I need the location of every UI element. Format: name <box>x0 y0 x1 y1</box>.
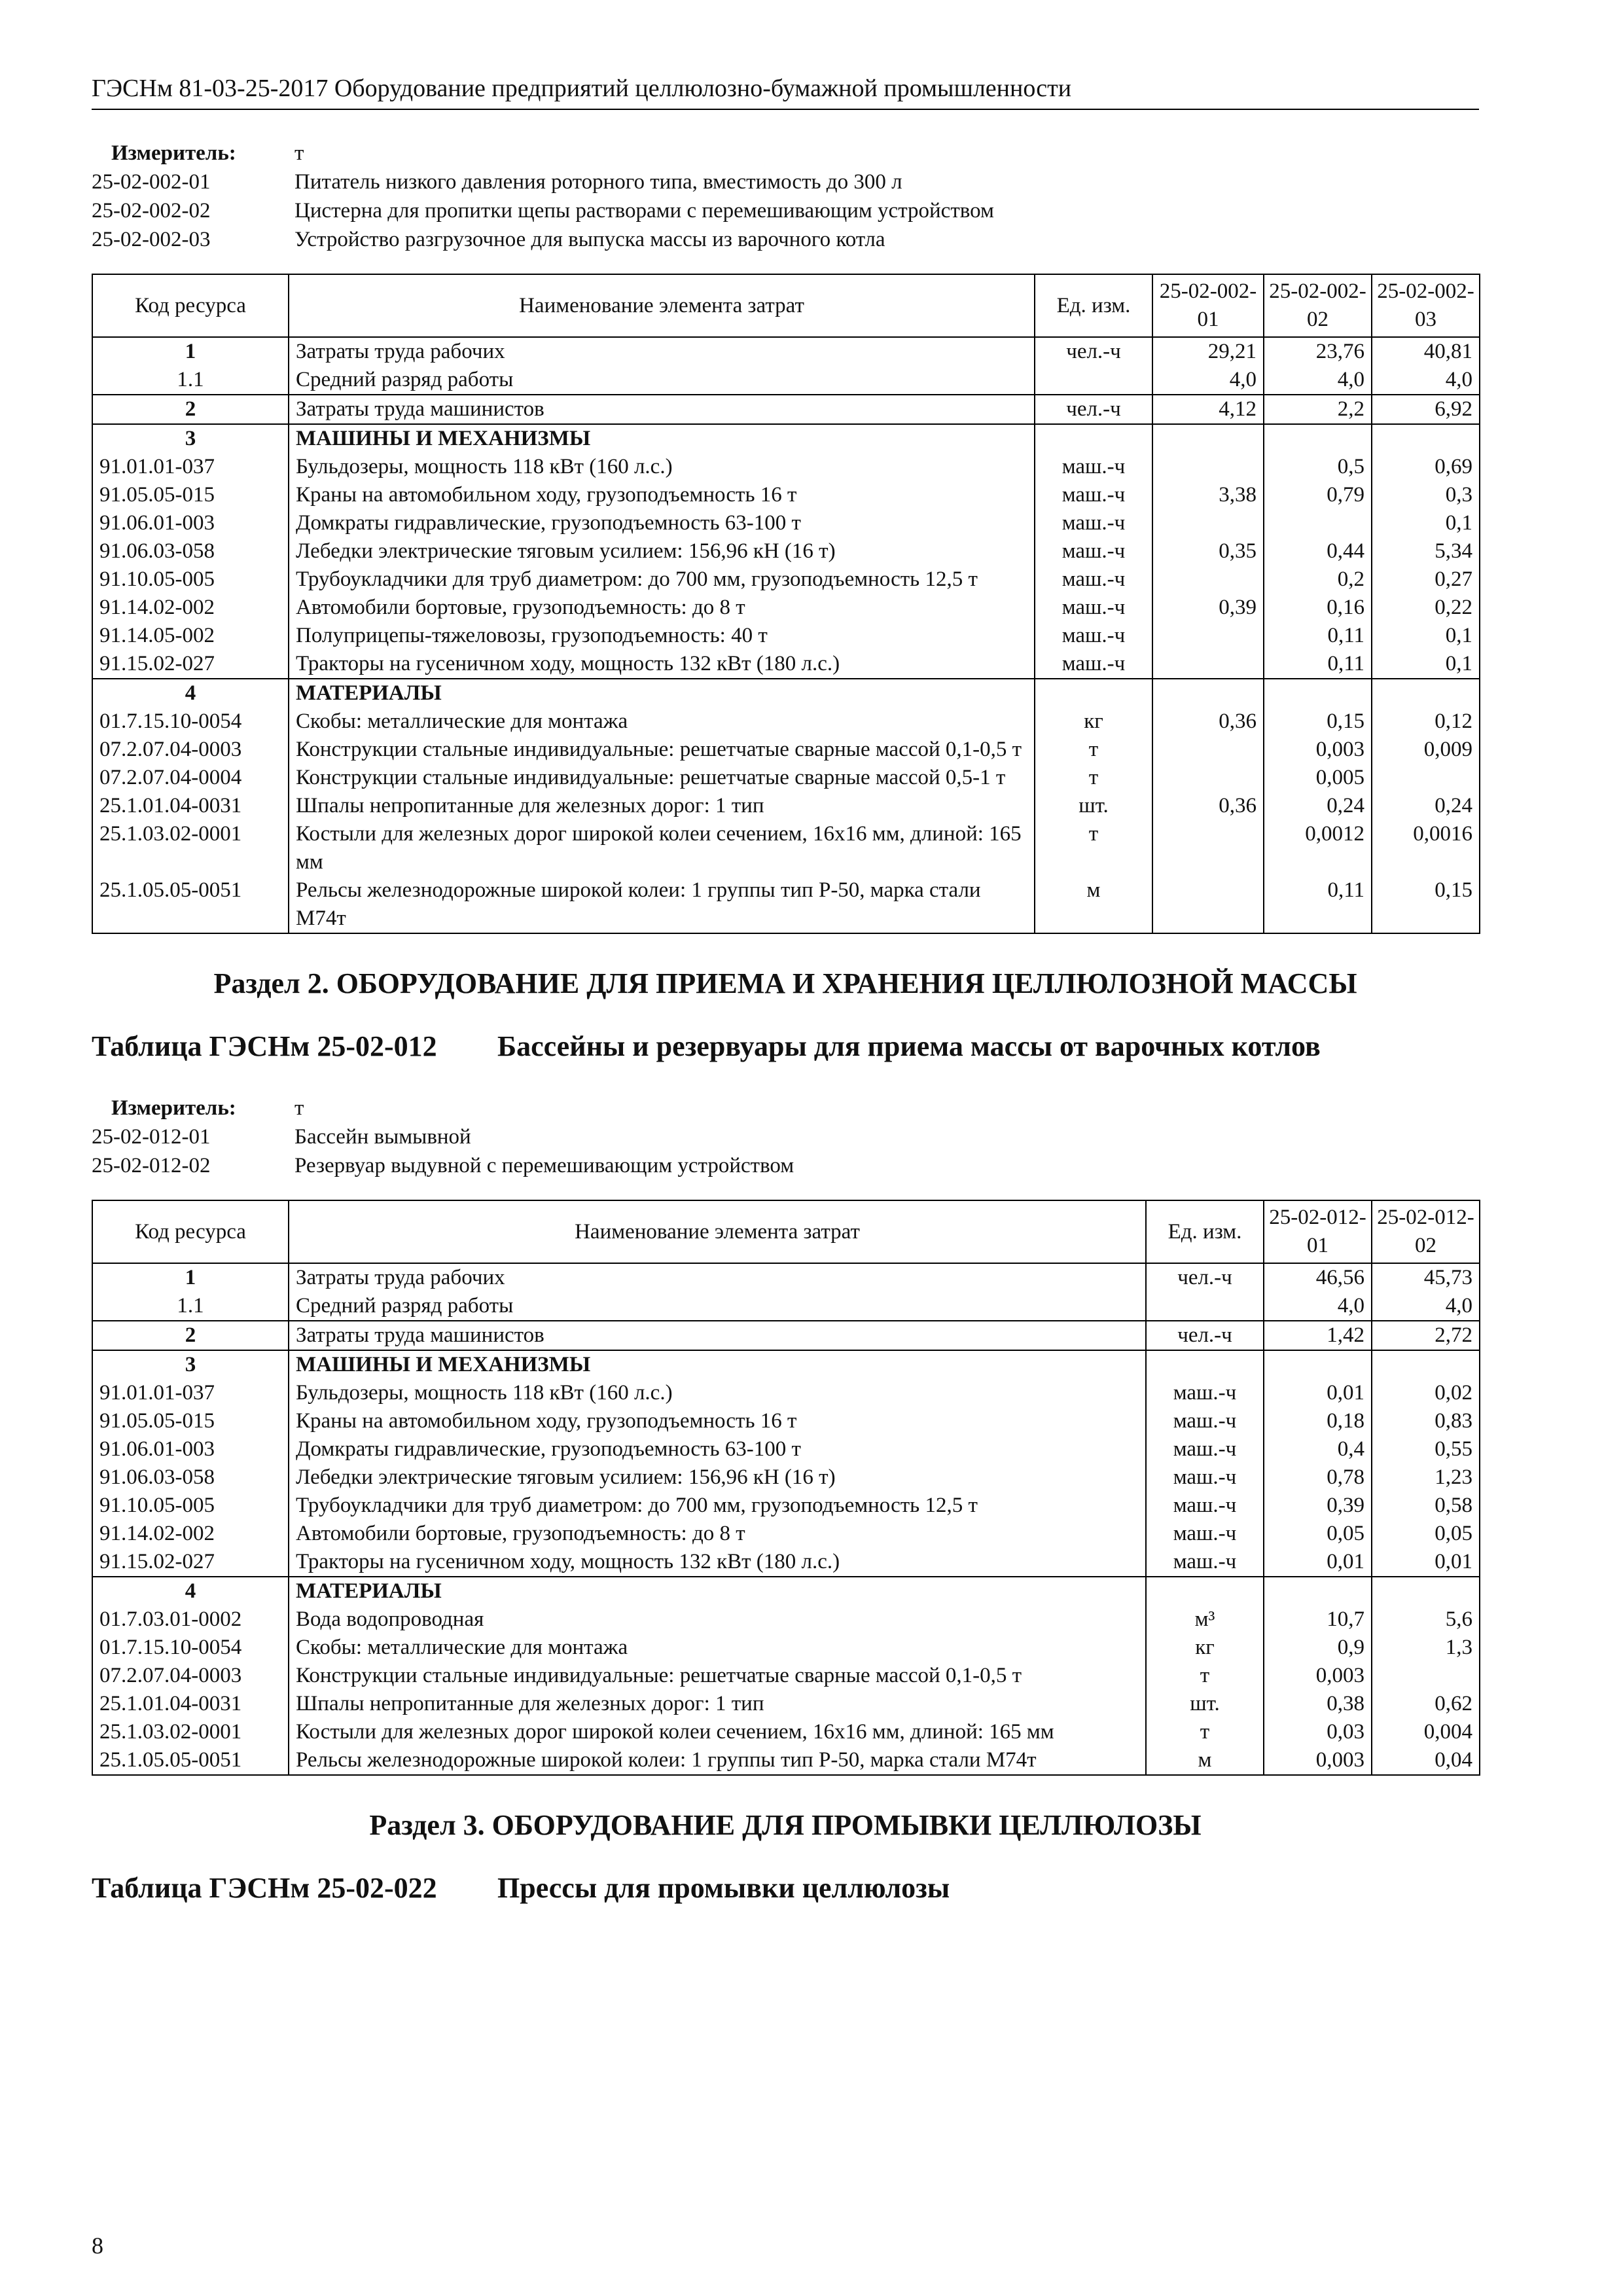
resource-code: 91.05.05-015 <box>92 481 289 509</box>
cost-element-name: Трубоукладчики для труб диаметром: до 700 мм, грузоподъемность 12,5 т <box>289 565 1035 594</box>
table-row <box>92 876 1480 933</box>
meter-value: т <box>294 141 304 165</box>
table-row <box>92 1292 1480 1321</box>
column-header: Код ресурса <box>92 1200 289 1263</box>
unit-cell: маш.-ч <box>1035 565 1152 594</box>
unit-cell: чел.-ч <box>1146 1321 1264 1350</box>
resource-code: 1 <box>92 1263 289 1292</box>
value-cell: 0,1 <box>1372 509 1480 537</box>
table-row <box>92 424 1480 453</box>
value-cell: 0,36 <box>1152 792 1264 820</box>
resource-code: 1.1 <box>92 366 289 395</box>
cost-element-name: Полуприцепы-тяжеловозы, грузоподъемность: 40 т <box>289 622 1035 650</box>
unit-cell: т <box>1035 764 1152 792</box>
value-cell: 0,003 <box>1264 1662 1372 1690</box>
resource-code: 1 <box>92 337 289 366</box>
resource-code: 4 <box>92 679 289 708</box>
cost-element-name: МАТЕРИАЛЫ <box>289 1577 1146 1605</box>
table-row <box>92 1435 1480 1463</box>
cost-element-name: Шпалы непропитанные для железных дорог: 1 тип <box>289 1690 1146 1718</box>
table-row <box>92 1492 1480 1520</box>
table-row <box>92 736 1480 764</box>
value-cell: 5,6 <box>1372 1605 1480 1634</box>
norm-item <box>92 196 1479 225</box>
unit-cell: маш.-ч <box>1035 481 1152 509</box>
cost-element-name: Домкраты гидравлические, грузоподъемность 63-100 т <box>289 509 1035 537</box>
value-cell: 3,38 <box>1152 481 1264 509</box>
unit-cell: маш.-ч <box>1146 1407 1264 1435</box>
table-number: Таблица ГЭСНм 25-02-012 <box>92 1030 437 1062</box>
value-cell <box>1152 736 1264 764</box>
unit-cell: маш.-ч <box>1146 1548 1264 1577</box>
unit-cell: маш.-ч <box>1146 1379 1264 1407</box>
norm-item-text: Устройство разгрузочное для выпуска массы из варочного котла <box>294 228 885 251</box>
resource-table-25-02-012 <box>92 1200 1480 1776</box>
value-cell <box>1152 820 1264 876</box>
table-row <box>92 764 1480 792</box>
value-cell: 0,38 <box>1264 1690 1372 1718</box>
norm-item <box>92 168 1479 196</box>
value-cell: 0,0012 <box>1264 820 1372 876</box>
unit-cell: маш.-ч <box>1035 509 1152 537</box>
column-header: Наименование элемента затрат <box>289 274 1035 337</box>
column-header: 25-02-012-01 <box>1264 1200 1372 1263</box>
table-row <box>92 708 1480 736</box>
unit-cell: т <box>1146 1718 1264 1746</box>
unit-cell <box>1146 1350 1264 1379</box>
value-cell <box>1152 876 1264 933</box>
norm-items-list <box>92 168 1479 254</box>
value-cell: 0,3 <box>1372 481 1480 509</box>
meter-row <box>92 1094 1479 1122</box>
value-cell: 1,23 <box>1372 1463 1480 1492</box>
value-cell: 0,16 <box>1264 594 1372 622</box>
table-row <box>92 1690 1480 1718</box>
value-cell <box>1152 764 1264 792</box>
unit-cell: кг <box>1035 708 1152 736</box>
table-row <box>92 820 1480 876</box>
value-cell: 0,83 <box>1372 1407 1480 1435</box>
value-cell: 0,004 <box>1372 1718 1480 1746</box>
cost-element-name: МАШИНЫ И МЕХАНИЗМЫ <box>289 424 1035 453</box>
resource-code: 91.10.05-005 <box>92 565 289 594</box>
cost-element-name: Конструкции стальные индивидуальные: решетчатые сварные массой 0,1-0,5 т <box>289 1662 1146 1690</box>
value-cell <box>1152 679 1264 708</box>
value-cell: 0,62 <box>1372 1690 1480 1718</box>
unit-cell: маш.-ч <box>1035 622 1152 650</box>
column-header: Код ресурса <box>92 274 289 337</box>
resource-code: 25.1.03.02-0001 <box>92 1718 289 1746</box>
block1-meta <box>92 139 1479 254</box>
table-25-02-012-title <box>92 1028 1479 1065</box>
resource-code: 91.15.02-027 <box>92 1548 289 1577</box>
resource-code: 91.05.05-015 <box>92 1407 289 1435</box>
norm-item-code: 25-02-002-02 <box>92 199 211 223</box>
table-row <box>92 395 1480 424</box>
unit-cell: маш.-ч <box>1035 537 1152 565</box>
resource-code: 25.1.01.04-0031 <box>92 1690 289 1718</box>
unit-cell: маш.-ч <box>1035 453 1152 481</box>
cost-element-name: Конструкции стальные индивидуальные: решетчатые сварные массой 0,5-1 т <box>289 764 1035 792</box>
resource-code: 3 <box>92 1350 289 1379</box>
norm-item-code: 25-02-002-01 <box>92 170 211 194</box>
column-header: 25-02-012-02 <box>1372 1200 1480 1263</box>
cost-element-name: Бульдозеры, мощность 118 кВт (160 л.с.) <box>289 1379 1146 1407</box>
cost-element-name: Тракторы на гусеничном ходу, мощность 132 кВт (180 л.с.) <box>289 1548 1146 1577</box>
resource-code: 91.01.01-037 <box>92 1379 289 1407</box>
value-cell <box>1152 453 1264 481</box>
table-row <box>92 1746 1480 1775</box>
unit-cell: т <box>1035 736 1152 764</box>
value-cell: 0,27 <box>1372 565 1480 594</box>
norm-item-code: 25-02-002-03 <box>92 228 211 251</box>
table-row <box>92 537 1480 565</box>
table-row <box>92 509 1480 537</box>
table-header-row <box>92 274 1480 337</box>
resource-table-25-02-002 <box>92 274 1480 934</box>
cost-element-name: МАШИНЫ И МЕХАНИЗМЫ <box>289 1350 1146 1379</box>
table-row <box>92 1520 1480 1548</box>
unit-cell: т <box>1035 820 1152 876</box>
cost-element-name: Рельсы железнодорожные широкой колеи: 1 группы тип Р-50, марка стали М74т <box>289 876 1035 933</box>
resource-code: 07.2.07.04-0003 <box>92 1662 289 1690</box>
meter-label: Измеритель: <box>111 1096 236 1120</box>
resource-code: 1.1 <box>92 1292 289 1321</box>
value-cell: 0,9 <box>1264 1634 1372 1662</box>
table-row <box>92 1548 1480 1577</box>
unit-cell: т <box>1146 1662 1264 1690</box>
value-cell: 0,005 <box>1264 764 1372 792</box>
resource-code: 4 <box>92 1577 289 1605</box>
unit-cell: м <box>1035 876 1152 933</box>
table-row <box>92 792 1480 820</box>
norm-item <box>92 1151 1479 1180</box>
table-row <box>92 1718 1480 1746</box>
value-cell: 0,0016 <box>1372 820 1480 876</box>
value-cell: 10,7 <box>1264 1605 1372 1634</box>
value-cell: 0,69 <box>1372 453 1480 481</box>
cost-element-name: Домкраты гидравлические, грузоподъемность 63-100 т <box>289 1435 1146 1463</box>
table-row <box>92 622 1480 650</box>
value-cell: 0,2 <box>1264 565 1372 594</box>
unit-cell <box>1146 1577 1264 1605</box>
meter-row <box>92 139 1479 168</box>
cost-element-name: Автомобили бортовые, грузоподъемность: до 8 т <box>289 1520 1146 1548</box>
unit-cell: чел.-ч <box>1035 395 1152 424</box>
cost-element-name: Затраты труда машинистов <box>289 1321 1146 1350</box>
table-row <box>92 565 1480 594</box>
value-cell: 0,5 <box>1264 453 1372 481</box>
section-2-title: Раздел 2. ОБОРУДОВАНИЕ ДЛЯ ПРИЕМА И ХРАНЕНИЯ ЦЕЛЛЮЛОЗНОЙ МАССЫ <box>213 967 1357 999</box>
value-cell: 0,12 <box>1372 708 1480 736</box>
cost-element-name: Костыли для железных дорог широкой колеи сечением, 16х16 мм, длиной: 165 мм <box>289 1718 1146 1746</box>
value-cell: 29,21 <box>1152 337 1264 366</box>
value-cell: 2,2 <box>1264 395 1372 424</box>
table-row <box>92 453 1480 481</box>
column-header: Наименование элемента затрат <box>289 1200 1146 1263</box>
value-cell: 45,73 <box>1372 1263 1480 1292</box>
value-cell: 5,34 <box>1372 537 1480 565</box>
resource-code: 07.2.07.04-0003 <box>92 736 289 764</box>
cost-element-name: Шпалы непропитанные для железных дорог: 1 тип <box>289 792 1035 820</box>
table-number: Таблица ГЭСНм 25-02-022 <box>92 1872 437 1904</box>
value-cell: 0,22 <box>1372 594 1480 622</box>
resource-code: 3 <box>92 424 289 453</box>
unit-cell: кг <box>1146 1634 1264 1662</box>
value-cell: 0,11 <box>1264 876 1372 933</box>
value-cell: 0,39 <box>1264 1492 1372 1520</box>
cost-element-name: МАТЕРИАЛЫ <box>289 679 1035 708</box>
value-cell: 0,003 <box>1264 736 1372 764</box>
resource-code: 25.1.05.05-0051 <box>92 876 289 933</box>
value-cell: 46,56 <box>1264 1263 1372 1292</box>
cost-element-name: Рельсы железнодорожные широкой колеи: 1 группы тип Р-50, марка стали М74т <box>289 1746 1146 1775</box>
value-cell: 0,11 <box>1264 622 1372 650</box>
value-cell: 0,4 <box>1264 1435 1372 1463</box>
cost-element-name: Затраты труда машинистов <box>289 395 1035 424</box>
resource-code: 01.7.15.10-0054 <box>92 708 289 736</box>
value-cell <box>1264 424 1372 453</box>
table-caption: Прессы для промывки целлюлозы <box>497 1872 950 1904</box>
table-row <box>92 1634 1480 1662</box>
value-cell <box>1372 1350 1480 1379</box>
value-cell <box>1152 509 1264 537</box>
value-cell: 1,3 <box>1372 1634 1480 1662</box>
unit-cell: маш.-ч <box>1146 1492 1264 1520</box>
resource-code: 2 <box>92 395 289 424</box>
value-cell <box>1264 679 1372 708</box>
value-cell: 0,15 <box>1264 708 1372 736</box>
table-row <box>92 1379 1480 1407</box>
value-cell: 2,72 <box>1372 1321 1480 1350</box>
section-3-title: Раздел 3. ОБОРУДОВАНИЕ ДЛЯ ПРОМЫВКИ ЦЕЛЛЮЛОЗЫ <box>369 1809 1202 1841</box>
value-cell: 4,0 <box>1264 1292 1372 1321</box>
value-cell <box>1264 1577 1372 1605</box>
cost-element-name: Вода водопроводная <box>289 1605 1146 1634</box>
resource-code: 91.14.02-002 <box>92 1520 289 1548</box>
unit-cell: м³ <box>1146 1605 1264 1634</box>
norm-items-list <box>92 1122 1479 1180</box>
table-row <box>92 481 1480 509</box>
cost-element-name: Затраты труда рабочих <box>289 1263 1146 1292</box>
cost-element-name: Средний разряд работы <box>289 366 1035 395</box>
cost-element-name: Лебедки электрические тяговым усилием: 156,96 кН (16 т) <box>289 537 1035 565</box>
value-cell <box>1372 424 1480 453</box>
unit-cell <box>1146 1292 1264 1321</box>
resource-code: 91.06.01-003 <box>92 1435 289 1463</box>
resource-code: 91.14.02-002 <box>92 594 289 622</box>
document-page <box>92 72 1479 1907</box>
unit-cell: шт. <box>1146 1690 1264 1718</box>
value-cell <box>1372 679 1480 708</box>
value-cell: 0,01 <box>1372 1548 1480 1577</box>
cost-element-name: Краны на автомобильном ходу, грузоподъемность 16 т <box>289 1407 1146 1435</box>
cost-element-name: Бульдозеры, мощность 118 кВт (160 л.с.) <box>289 453 1035 481</box>
value-cell: 0,04 <box>1372 1746 1480 1775</box>
resource-code: 25.1.03.02-0001 <box>92 820 289 876</box>
resource-code: 07.2.07.04-0004 <box>92 764 289 792</box>
value-cell: 0,79 <box>1264 481 1372 509</box>
value-cell <box>1152 622 1264 650</box>
value-cell: 1,42 <box>1264 1321 1372 1350</box>
value-cell: 0,39 <box>1152 594 1264 622</box>
value-cell <box>1152 424 1264 453</box>
table-row <box>92 366 1480 395</box>
table-row <box>92 1662 1480 1690</box>
resource-code: 01.7.03.01-0002 <box>92 1605 289 1634</box>
resource-code: 91.14.05-002 <box>92 622 289 650</box>
value-cell: 40,81 <box>1372 337 1480 366</box>
value-cell: 0,24 <box>1264 792 1372 820</box>
value-cell: 0,02 <box>1372 1379 1480 1407</box>
unit-cell: маш.-ч <box>1146 1435 1264 1463</box>
value-cell: 0,1 <box>1372 650 1480 679</box>
column-header: Ед. изм. <box>1146 1200 1264 1263</box>
value-cell: 4,0 <box>1152 366 1264 395</box>
table-row <box>92 679 1480 708</box>
value-cell <box>1264 509 1372 537</box>
unit-cell: маш.-ч <box>1146 1463 1264 1492</box>
value-cell: 0,1 <box>1372 622 1480 650</box>
column-header: 25-02-002-02 <box>1264 274 1372 337</box>
resource-code: 91.15.02-027 <box>92 650 289 679</box>
value-cell: 0,05 <box>1372 1520 1480 1548</box>
value-cell: 4,0 <box>1372 366 1480 395</box>
unit-cell: чел.-ч <box>1035 337 1152 366</box>
column-header: Ед. изм. <box>1035 274 1152 337</box>
unit-cell: м <box>1146 1746 1264 1775</box>
table-row <box>92 594 1480 622</box>
table-row <box>92 1263 1480 1292</box>
cost-element-name: Краны на автомобильном ходу, грузоподъемность 16 т <box>289 481 1035 509</box>
value-cell <box>1152 650 1264 679</box>
block2-meta <box>92 1094 1479 1180</box>
cost-element-name: Скобы: металлические для монтажа <box>289 708 1035 736</box>
value-cell: 0,003 <box>1264 1746 1372 1775</box>
value-cell: 0,55 <box>1372 1435 1480 1463</box>
cost-element-name: Лебедки электрические тяговым усилием: 156,96 кН (16 т) <box>289 1463 1146 1492</box>
value-cell: 4,0 <box>1372 1292 1480 1321</box>
value-cell: 0,36 <box>1152 708 1264 736</box>
value-cell: 0,05 <box>1264 1520 1372 1548</box>
value-cell: 0,03 <box>1264 1718 1372 1746</box>
value-cell: 0,01 <box>1264 1548 1372 1577</box>
cost-element-name: Костыли для железных дорог широкой колеи сечением, 16х16 мм, длиной: 165 мм <box>289 820 1035 876</box>
unit-cell: маш.-ч <box>1035 594 1152 622</box>
norm-item <box>92 1122 1479 1151</box>
value-cell: 4,12 <box>1152 395 1264 424</box>
unit-cell: чел.-ч <box>1146 1263 1264 1292</box>
cost-element-name: Автомобили бортовые, грузоподъемность: до 8 т <box>289 594 1035 622</box>
page-number: 8 <box>92 2233 103 2259</box>
value-cell <box>1372 1577 1480 1605</box>
table-caption: Бассейны и резервуары для приема массы от варочных котлов <box>497 1030 1321 1062</box>
norm-item <box>92 225 1479 254</box>
norm-item-text: Питатель низкого давления роторного типа, вместимость до 300 л <box>294 170 902 194</box>
value-cell <box>1372 764 1480 792</box>
cost-element-name: Трубоукладчики для труб диаметром: до 700 мм, грузоподъемность 12,5 т <box>289 1492 1146 1520</box>
resource-code: 91.10.05-005 <box>92 1492 289 1520</box>
table-row <box>92 1463 1480 1492</box>
value-cell: 0,24 <box>1372 792 1480 820</box>
resource-code: 91.06.03-058 <box>92 537 289 565</box>
table-row <box>92 1577 1480 1605</box>
table-row <box>92 1605 1480 1634</box>
resource-code: 25.1.01.04-0031 <box>92 792 289 820</box>
meter-value: т <box>294 1096 304 1120</box>
table-25-02-022-title <box>92 1870 1479 1907</box>
table-row <box>92 1407 1480 1435</box>
cost-element-name: Затраты труда рабочих <box>289 337 1035 366</box>
resource-code: 25.1.05.05-0051 <box>92 1746 289 1775</box>
unit-cell <box>1035 424 1152 453</box>
norm-item-text: Цистерна для пропитки щепы растворами с перемешивающим устройством <box>294 199 994 223</box>
value-cell: 0,15 <box>1372 876 1480 933</box>
table-row <box>92 1350 1480 1379</box>
resource-code: 01.7.15.10-0054 <box>92 1634 289 1662</box>
resource-code: 2 <box>92 1321 289 1350</box>
resource-code: 91.06.01-003 <box>92 509 289 537</box>
unit-cell: маш.-ч <box>1035 650 1152 679</box>
value-cell: 0,01 <box>1264 1379 1372 1407</box>
value-cell: 0,11 <box>1264 650 1372 679</box>
unit-cell <box>1035 679 1152 708</box>
column-header: 25-02-002-01 <box>1152 274 1264 337</box>
value-cell <box>1152 565 1264 594</box>
resource-code: 91.06.03-058 <box>92 1463 289 1492</box>
value-cell: 4,0 <box>1264 366 1372 395</box>
running-header: ГЭСНм 81-03-25-2017 Оборудование предприятий целлюлозно-бумажной промышленности <box>92 72 1479 110</box>
cost-element-name: Конструкции стальные индивидуальные: решетчатые сварные массой 0,1-0,5 т <box>289 736 1035 764</box>
norm-item-text: Резервуар выдувной с перемешивающим устройством <box>294 1154 794 1177</box>
table-header-row <box>92 1200 1480 1263</box>
norm-item-text: Бассейн вымывной <box>294 1125 471 1149</box>
table-row <box>92 650 1480 679</box>
column-header: 25-02-002-03 <box>1372 274 1480 337</box>
value-cell: 0,78 <box>1264 1463 1372 1492</box>
meter-label: Измеритель: <box>111 141 236 165</box>
value-cell <box>1264 1350 1372 1379</box>
value-cell: 0,009 <box>1372 736 1480 764</box>
value-cell: 0,58 <box>1372 1492 1480 1520</box>
unit-cell: маш.-ч <box>1146 1520 1264 1548</box>
table-row <box>92 337 1480 366</box>
table-row <box>92 1321 1480 1350</box>
norm-item-code: 25-02-012-01 <box>92 1125 211 1149</box>
value-cell: 6,92 <box>1372 395 1480 424</box>
resource-code: 91.01.01-037 <box>92 453 289 481</box>
cost-element-name: Скобы: металлические для монтажа <box>289 1634 1146 1662</box>
value-cell <box>1372 1662 1480 1690</box>
norm-item-code: 25-02-012-02 <box>92 1154 211 1177</box>
value-cell: 23,76 <box>1264 337 1372 366</box>
value-cell: 0,35 <box>1152 537 1264 565</box>
value-cell: 0,44 <box>1264 537 1372 565</box>
unit-cell: шт. <box>1035 792 1152 820</box>
cost-element-name: Средний разряд работы <box>289 1292 1146 1321</box>
cost-element-name: Тракторы на гусеничном ходу, мощность 132 кВт (180 л.с.) <box>289 650 1035 679</box>
value-cell: 0,18 <box>1264 1407 1372 1435</box>
unit-cell <box>1035 366 1152 395</box>
